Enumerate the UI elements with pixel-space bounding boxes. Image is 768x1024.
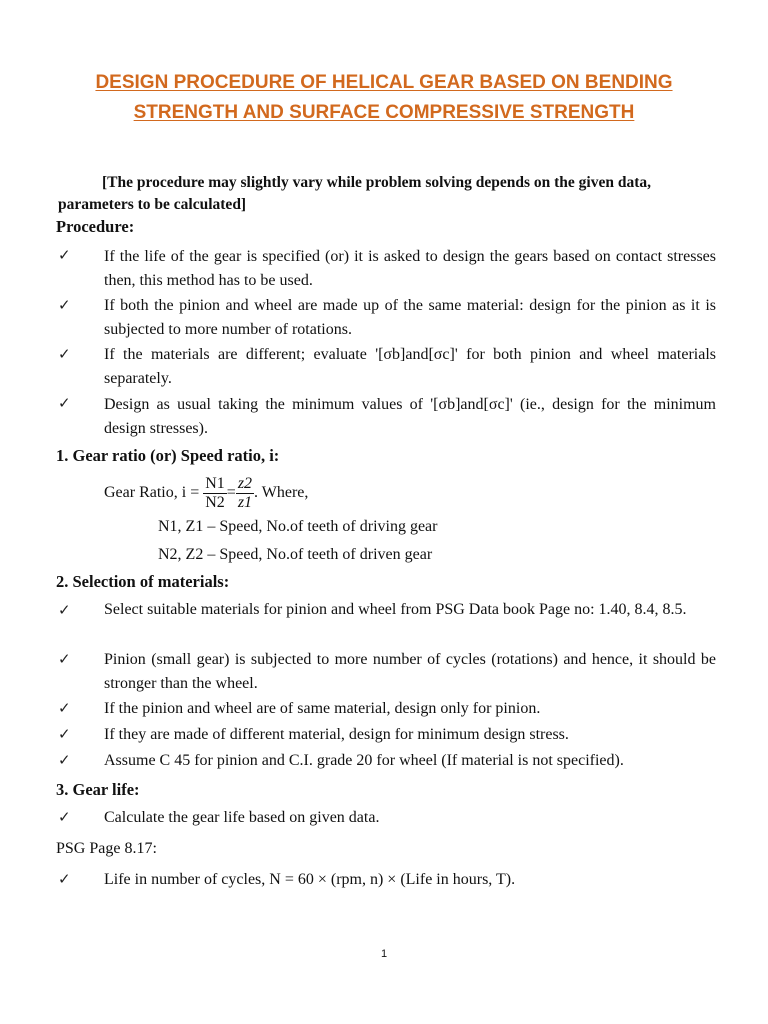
materials-bullet-1: Select suitable materials for pinion and wheel from PSG Data book Page no: 1.40, 8.4, 8.5. <box>104 601 687 618</box>
title-line-2: STRENGTH AND SURFACE COMPRESSIVE STRENGTH <box>133 102 635 123</box>
procedure-note: [The procedure may slightly vary while problem solving depends on the given data, parameters to be calculated] <box>58 174 652 213</box>
fraction-speed <box>203 475 227 512</box>
procedure-bullet-1: If the life of the gear is specified (or) it is asked to design the gears based on contact stresses then, this method has to be used. <box>104 248 716 289</box>
materials-bullet-3: If the pinion and wheel are of same material, design only for pinion. <box>104 700 541 717</box>
procedure-bullet-3-text: If the materials are different; evaluate '[σb]and[σc]' for both pinion and wheel materials separately. <box>104 346 716 387</box>
life-cycles-formula: Life in number of cycles, N = 60 × (rpm, n) × (Life in hours, T). <box>104 871 516 888</box>
formula-suffix: . Where, <box>254 484 309 502</box>
fraction-denominator: z1 <box>237 494 253 511</box>
fraction-denominator: N2 <box>205 494 225 511</box>
check-icon: ✓ <box>58 296 71 314</box>
fraction-numerator: z2 <box>237 475 253 492</box>
check-icon: ✓ <box>58 394 71 412</box>
check-icon: ✓ <box>58 345 71 363</box>
check-icon: ✓ <box>58 601 71 619</box>
page-number: 1 <box>380 948 388 960</box>
fraction-teeth <box>236 475 254 512</box>
section-2-heading: 2. Selection of materials: <box>56 572 230 591</box>
psg-page-reference: PSG Page 8.17: <box>56 840 157 857</box>
materials-bullet-5: Assume C 45 for pinion and C.I. grade 20 for wheel (If material is not specified). <box>104 752 624 769</box>
materials-bullet-2: Pinion (small gear) is subjected to more number of cycles (rotations) and hence, it should be stronger than the wheel. <box>104 651 716 692</box>
check-icon: ✓ <box>58 870 71 888</box>
check-icon: ✓ <box>58 699 71 717</box>
definition-driving-gear: N1, Z1 – Speed, No.of teeth of driving gear <box>158 518 438 535</box>
gear-ratio-formula <box>104 475 308 512</box>
formula-equals: = <box>226 484 236 502</box>
materials-bullet-4: If they are made of different material, design for minimum design stress. <box>104 726 569 743</box>
fraction-numerator: N1 <box>205 475 225 492</box>
check-icon: ✓ <box>58 725 71 743</box>
section-1-heading: 1. Gear ratio (or) Speed ratio, i: <box>56 446 280 465</box>
check-icon: ✓ <box>58 751 71 769</box>
formula-prefix: Gear Ratio, i = <box>104 484 200 502</box>
procedure-heading: Procedure: <box>56 217 135 236</box>
section-3-heading: 3. Gear life: <box>56 780 140 799</box>
title-line-1: DESIGN PROCEDURE OF HELICAL GEAR BASED ON BENDING <box>95 72 673 93</box>
check-icon: ✓ <box>58 808 71 826</box>
check-icon: ✓ <box>58 650 71 668</box>
check-icon: ✓ <box>58 246 71 264</box>
gear-life-bullet-1: Calculate the gear life based on given data. <box>104 809 380 826</box>
procedure-bullet-3 <box>104 343 716 391</box>
procedure-bullet-2: If both the pinion and wheel are made up of the same material: design for the pinion as it is subjected to more number of rotations. <box>104 297 716 338</box>
definition-driven-gear: N2, Z2 – Speed, No.of teeth of driven gear <box>158 546 433 563</box>
procedure-bullet-4: Design as usual taking the minimum values of '[σb]and[σc]' (ie., design for the minimum design stresses). <box>104 396 716 437</box>
